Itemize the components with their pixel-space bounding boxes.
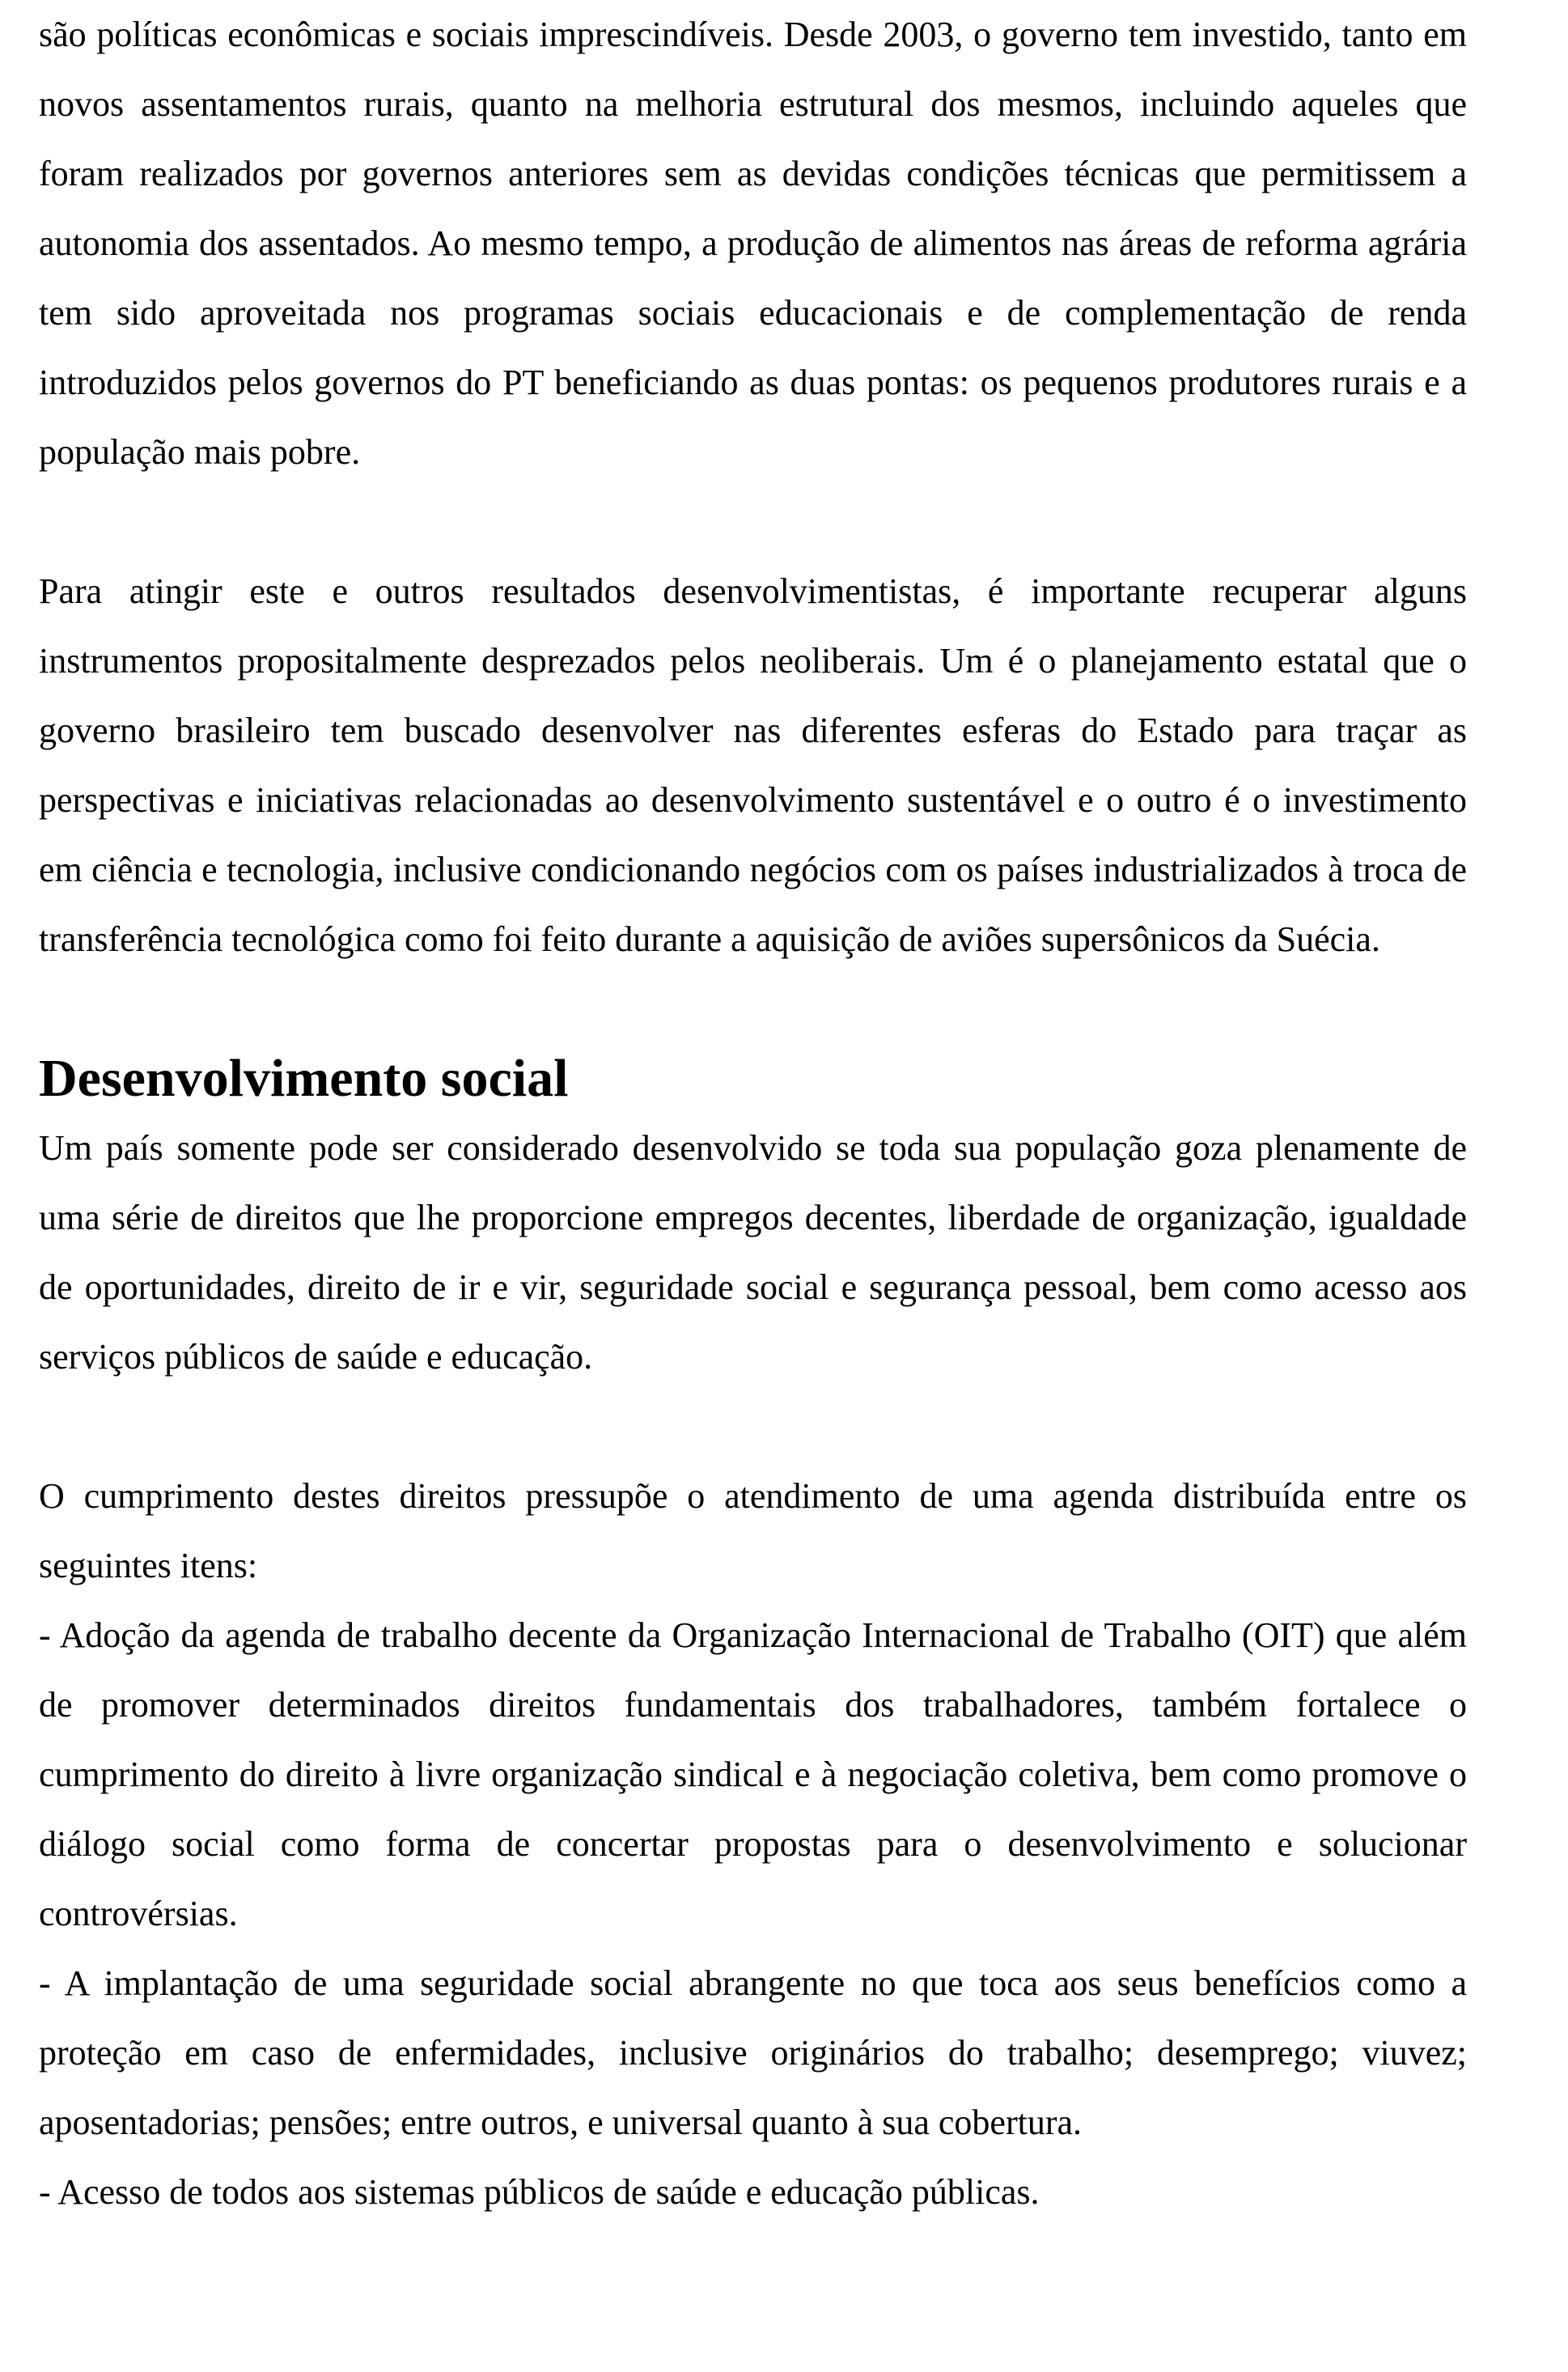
document-page xyxy=(39,0,1467,2227)
list-item-social-security: - A implantação de uma seguridade social abrangente no que toca aos seus benefícios como a proteção em caso de enfermidades, inclusive originários do trabalho; desemprego; viuvez; aposentadorias; pensões; entre outros, e universal quanto à sua cobertura. xyxy=(39,1963,1467,2142)
list-item-decent-work-agenda: - Adoção da agenda de trabalho decente da Organização Internacional de Trabalho (OIT) que além de promover determinados direitos fundamentais dos trabalhadores, também fortalece o cumprimento do direito à livre organização sindical e à negociação coletiva, bem como promove o diálogo social como forma de concertar propostas para o desenvolvimento e solucionar controvérsias. xyxy=(39,1615,1467,1933)
paragraph-development-instruments: Para atingir este e outros resultados desenvolvimentistas, é importante recuperar alguns instrumentos propositalmente desprezados pelos neoliberais. Um é o planejamento estatal que o governo brasileiro tem buscado desenvolver nas diferentes esferas do Estado para traçar as perspectivas e iniciativas relacionadas ao desenvolvimento sustentável e o outro é o investimento em ciência e tecnologia, inclusive condicionando negócios com os países industrializados à troca de transferência tecnológica como foi feito durante a aquisição de aviões supersônicos da Suécia. xyxy=(39,571,1467,959)
section-heading-social-development: Desenvolvimento social xyxy=(39,1049,569,1108)
list-item-public-health-education: - Acesso de todos aos sistemas públicos de saúde e educação públicas. xyxy=(39,2172,1040,2212)
agenda-list xyxy=(39,1601,1467,2227)
paragraph-policy-continuation: são políticas econômicas e sociais imprescindíveis. Desde 2003, o governo tem investido, tanto em novos assentamentos rurais, quanto na melhoria estrutural dos mesmos, incluindo aqueles que foram realizados por governos anteriores sem as devidas condições técnicas que permitissem a autonomia dos assentados. Ao mesmo tempo, a produção de alimentos nas áreas de reforma agrária tem sido aproveitada nos programas sociais educacionais e de complementação de renda introduzidos pelos governos do PT beneficiando as duas pontas: os pequenos produtores rurais e a população mais pobre. xyxy=(39,15,1467,472)
paragraph-agenda-introduction: O cumprimento destes direitos pressupõe o atendimento de uma agenda distribuída entre os seguintes itens: xyxy=(39,1476,1467,1585)
paragraph-developed-country-definition: Um país somente pode ser considerado desenvolvido se toda sua população goza plenamente de uma série de direitos que lhe proporcione empregos decentes, liberdade de organização, igualdade de oportunidades, direito de ir e vir, seguridade social e segurança pessoal, bem como acesso aos serviços públicos de saúde e educação. xyxy=(39,1128,1467,1377)
